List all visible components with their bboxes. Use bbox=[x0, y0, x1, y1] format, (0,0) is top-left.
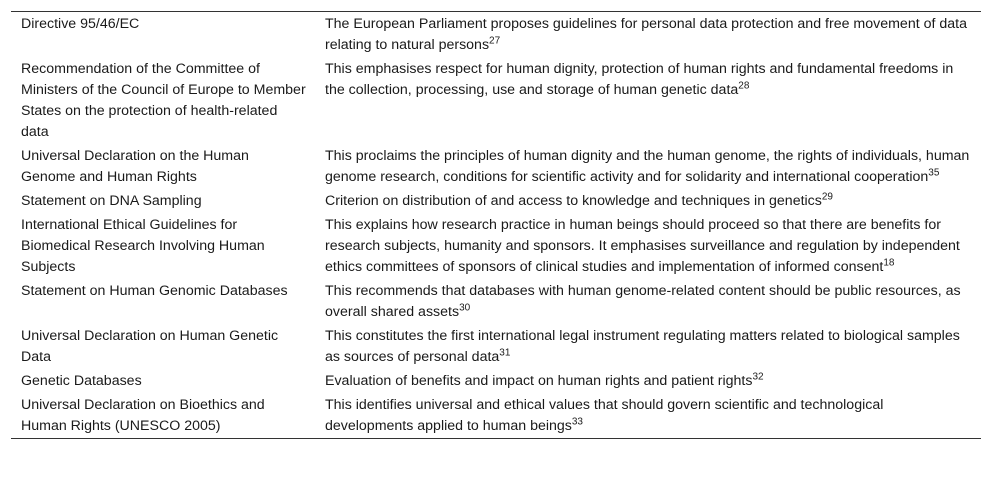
regulations-table-container bbox=[11, 11, 981, 439]
instrument-description bbox=[315, 12, 981, 57]
description-text: This explains how research practice in human beings should proceed so that there are benefits for research subjects, humanity and sponsors. It emphasises surveillance and regulation by independent ethics committees of sponsors of clinical studies and implementation of informed consent bbox=[325, 217, 960, 275]
reference-number[interactable]: 29 bbox=[821, 191, 833, 203]
description-text: The European Parliament proposes guidelines for personal data protection and free movement of data relating to natural persons bbox=[325, 16, 967, 53]
reference-number[interactable]: 31 bbox=[499, 347, 511, 359]
instrument-name: Directive 95/46/EC bbox=[21, 16, 140, 32]
description-text: This recommends that databases with human genome-related content should be public resources, as overall shared assets bbox=[325, 283, 961, 320]
description-text: Evaluation of benefits and impact on human rights and patient rights bbox=[325, 373, 753, 389]
instrument-name: Universal Declaration on Bioethics and Human Rights (UNESCO 2005) bbox=[21, 397, 265, 434]
instrument-description bbox=[315, 369, 981, 393]
description-text: This proclaims the principles of human dignity and the human genome, the rights of individuals, human genome research, conditions for scientific activity and for solidarity and international cooperation bbox=[325, 148, 970, 185]
reference-number[interactable]: 35 bbox=[928, 167, 940, 179]
instrument-name: Statement on DNA Sampling bbox=[21, 193, 202, 209]
instrument-name: Recommendation of the Committee of Ministers of the Council of Europe to Member States on the protection of health-related data bbox=[21, 61, 306, 140]
instrument-name: Statement on Human Genomic Databases bbox=[21, 283, 288, 299]
table-row bbox=[11, 213, 981, 279]
table-row bbox=[11, 393, 981, 438]
table-row bbox=[11, 189, 981, 213]
table-row bbox=[11, 279, 981, 324]
reference-number[interactable]: 28 bbox=[738, 80, 750, 92]
table-row bbox=[11, 324, 981, 369]
table-row bbox=[11, 144, 981, 189]
reference-number[interactable]: 18 bbox=[883, 257, 895, 269]
reference-number[interactable]: 32 bbox=[752, 371, 764, 383]
instrument-name: Universal Declaration on Human Genetic Data bbox=[21, 328, 279, 365]
description-text: Criterion on distribution of and access to knowledge and techniques in genetics bbox=[325, 193, 822, 209]
regulations-table bbox=[11, 12, 981, 438]
table-row bbox=[11, 57, 981, 144]
table-row bbox=[11, 12, 981, 57]
instrument-description bbox=[315, 144, 981, 189]
description-text: This emphasises respect for human dignity, protection of human rights and fundamental freedoms in the collection, processing, use and storage of human genetic data bbox=[325, 61, 954, 98]
instrument-name: International Ethical Guidelines for Biomedical Research Involving Human Subjects bbox=[21, 217, 265, 275]
instrument-description bbox=[315, 279, 981, 324]
table-row bbox=[11, 369, 981, 393]
description-text: This identifies universal and ethical values that should govern scientific and technological developments applied to human beings bbox=[325, 397, 884, 434]
instrument-name: Universal Declaration on the Human Genome and Human Rights bbox=[21, 148, 249, 185]
reference-number[interactable]: 33 bbox=[571, 416, 583, 428]
instrument-description bbox=[315, 189, 981, 213]
instrument-description bbox=[315, 213, 981, 279]
instrument-description bbox=[315, 393, 981, 438]
instrument-description bbox=[315, 324, 981, 369]
instrument-name: Genetic Databases bbox=[21, 373, 142, 389]
description-text: This constitutes the first international legal instrument regulating matters related to biological samples as sources of personal data bbox=[325, 328, 960, 365]
reference-number[interactable]: 27 bbox=[489, 35, 501, 47]
reference-number[interactable]: 30 bbox=[459, 302, 471, 314]
instrument-description bbox=[315, 57, 981, 144]
